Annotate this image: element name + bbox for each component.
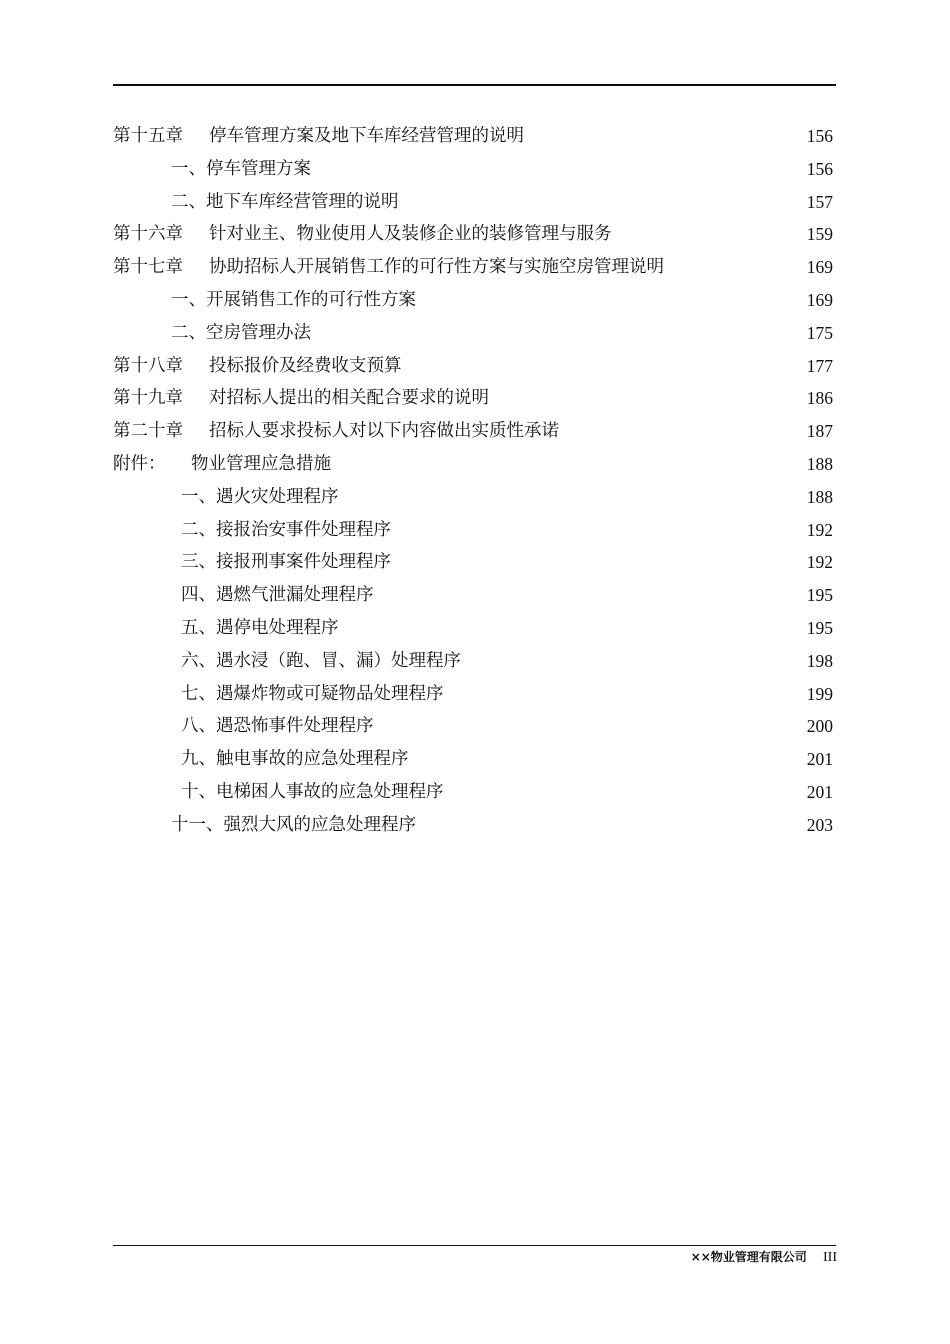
toc-entry[interactable] — [113, 350, 833, 383]
toc-entry[interactable] — [113, 645, 833, 678]
toc-entry-title: 十一、强烈大风的应急处理程序 — [171, 814, 416, 835]
toc-entry-page: 169 — [806, 289, 833, 310]
toc-entry-page: 175 — [806, 322, 833, 343]
toc-entry[interactable] — [113, 284, 833, 317]
toc-entry-title: 二、接报治安事件处理程序 — [181, 519, 391, 540]
toc-entry-title: 一、开展销售工作的可行性方案 — [171, 289, 416, 310]
toc-entry[interactable] — [113, 710, 833, 743]
toc-entry[interactable] — [113, 546, 833, 579]
toc-entry-page: 188 — [806, 453, 833, 474]
toc-entry-page: 200 — [806, 716, 833, 737]
toc-entry-page: 188 — [806, 486, 833, 507]
toc-entry-title: 八、遇恐怖事件处理程序 — [181, 716, 374, 737]
toc-entry-page: 156 — [806, 126, 833, 146]
toc-entry-label: 第十七章 — [113, 257, 183, 278]
toc-entry-title: 五、遇停电处理程序 — [181, 617, 339, 638]
toc-entry-title: 二、地下车库经营管理的说明 — [171, 191, 399, 212]
toc-entry-label: 第十九章 — [113, 388, 183, 409]
toc-entry[interactable] — [113, 678, 833, 711]
table-of-contents — [113, 120, 833, 842]
toc-entry[interactable] — [113, 415, 833, 448]
toc-entry-page: 199 — [806, 683, 833, 704]
toc-entry[interactable] — [113, 809, 833, 842]
toc-entry-label: 附件： — [113, 453, 166, 474]
toc-entry-page: 195 — [806, 617, 833, 638]
toc-entry[interactable] — [113, 317, 833, 350]
toc-entry-page: 201 — [806, 781, 833, 802]
toc-entry-page: 187 — [806, 421, 833, 442]
toc-entry[interactable] — [113, 218, 833, 251]
toc-entry-page: 169 — [806, 257, 833, 278]
toc-entry[interactable] — [113, 612, 833, 645]
toc-entry[interactable] — [113, 481, 833, 514]
toc-entry-label: 第十五章 — [113, 126, 183, 146]
toc-entry-label: 第二十章 — [113, 421, 183, 442]
toc-entry-title: 协助招标人开展销售工作的可行性方案与实施空房管理说明 — [209, 257, 664, 278]
toc-entry-title: 六、遇水浸（跑、冒、漏）处理程序 — [181, 650, 461, 671]
toc-entry-title: 对招标人提出的相关配合要求的说明 — [209, 388, 489, 409]
toc-entry-page: 192 — [806, 552, 833, 573]
toc-entry[interactable] — [113, 153, 833, 186]
toc-entry[interactable] — [113, 120, 833, 153]
toc-entry[interactable] — [113, 743, 833, 776]
toc-entry-title: 四、遇燃气泄漏处理程序 — [181, 585, 374, 606]
toc-entry-page: 157 — [806, 191, 833, 212]
toc-entry-page: 198 — [806, 650, 833, 671]
toc-entry-label: 第十六章 — [113, 224, 183, 245]
toc-entry-page: 186 — [806, 388, 833, 409]
footer-company: ××物业管理有限公司 — [690, 1250, 807, 1264]
toc-entry[interactable] — [113, 514, 833, 547]
toc-entry[interactable] — [113, 186, 833, 219]
toc-entry-page: 159 — [806, 224, 833, 245]
toc-entry-page: 201 — [806, 749, 833, 770]
toc-entry[interactable] — [113, 579, 833, 612]
toc-entry-label: 第十八章 — [113, 355, 183, 376]
toc-entry-title: 针对业主、物业使用人及装修企业的装修管理与服务 — [209, 224, 612, 245]
toc-entry[interactable] — [113, 251, 833, 284]
footer-page-number: III — [823, 1250, 837, 1265]
toc-entry[interactable] — [113, 382, 833, 415]
toc-entry-page: 203 — [806, 814, 833, 835]
toc-entry-title: 二、空房管理办法 — [171, 322, 311, 343]
toc-entry[interactable] — [113, 776, 833, 809]
header-rule — [113, 84, 836, 86]
toc-entry-title: 九、触电事故的应急处理程序 — [181, 749, 409, 770]
page-footer — [691, 1248, 837, 1266]
toc-entry[interactable] — [113, 448, 833, 481]
toc-entry-title: 物业管理应急措施 — [191, 453, 331, 474]
toc-entry-page: 195 — [806, 585, 833, 606]
toc-entry-title: 一、停车管理方案 — [171, 158, 311, 179]
toc-entry-page: 156 — [806, 158, 833, 179]
toc-entry-title: 招标人要求投标人对以下内容做出实质性承诺 — [209, 421, 559, 442]
toc-entry-page: 177 — [806, 355, 833, 376]
footer-rule — [113, 1245, 836, 1246]
toc-entry-title: 七、遇爆炸物或可疑物品处理程序 — [181, 683, 444, 704]
toc-entry-title: 十、电梯困人事故的应急处理程序 — [181, 781, 444, 802]
toc-entry-title: 一、遇火灾处理程序 — [181, 486, 339, 507]
toc-entry-title: 停车管理方案及地下车库经营管理的说明 — [209, 126, 524, 146]
toc-entry-title: 投标报价及经费收支预算 — [209, 355, 402, 376]
toc-entry-page: 192 — [806, 519, 833, 540]
toc-entry-title: 三、接报刑事案件处理程序 — [181, 552, 391, 573]
